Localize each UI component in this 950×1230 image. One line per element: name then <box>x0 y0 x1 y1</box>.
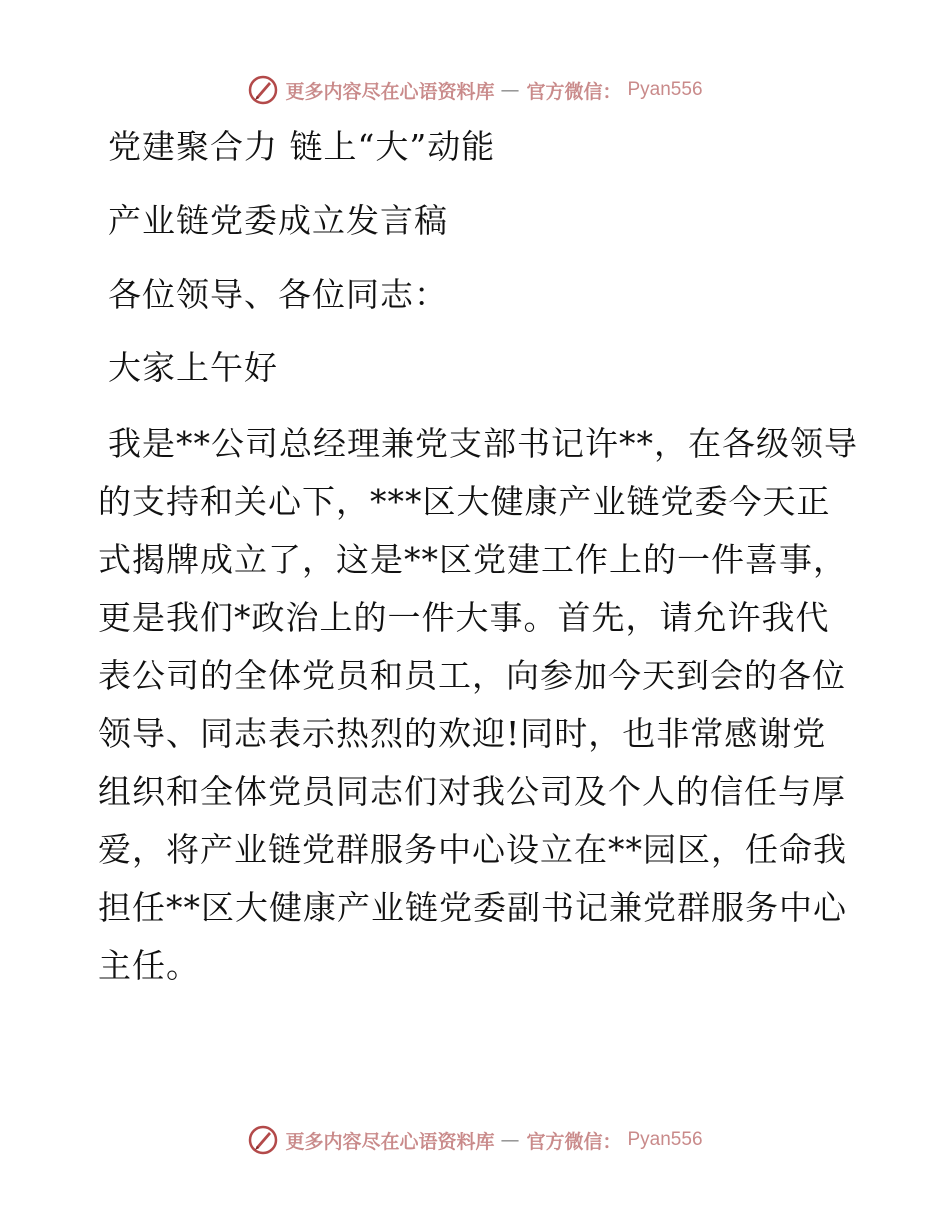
document-subtitle: 产业链党委成立发言稿 <box>108 201 448 240</box>
watermark-contact-label: 官方微信： <box>526 1130 622 1153</box>
document-paragraph: 我是**公司总经理兼党支部书记许**，在各级领导的支持和关心下，***区大健康产业链党委今天正式揭牌成立了，这是**区党建工作上的一件喜事，更是我们*政治上的一件大事。首先，请允许我代表公司的全体党员和员工，向参加今天到会的各位领导、同志表示热烈的欢迎!同时，也非常感谢党组织和全体党员同志们对我公司及个人的信任与厚爱，将产业链党群服务中心设立在**园区，任命我担任**区大健康产业链党委副书记兼党群服务中心主任。 <box>98 424 858 985</box>
quill-circle-logo-icon <box>247 1124 279 1156</box>
header-watermark <box>0 70 950 110</box>
watermark-contact-label: 官方微信： <box>526 80 622 103</box>
watermark-brand: 更多内容尽在心语资料库 <box>285 1130 495 1153</box>
document-salutation: 各位领导、各位同志： <box>108 275 448 314</box>
document-title: 党建聚合力 链上“大”动能 <box>108 127 496 166</box>
watermark-contact-id: Pyan556 <box>627 1129 703 1150</box>
quill-circle-logo-icon <box>247 74 279 106</box>
document-greeting: 大家上午好 <box>108 348 278 387</box>
watermark-separator: — <box>500 1129 521 1151</box>
watermark-contact-id: Pyan556 <box>627 79 703 100</box>
footer-watermark <box>0 1120 950 1160</box>
watermark-brand: 更多内容尽在心语资料库 <box>285 80 495 103</box>
watermark-separator: — <box>500 79 521 101</box>
